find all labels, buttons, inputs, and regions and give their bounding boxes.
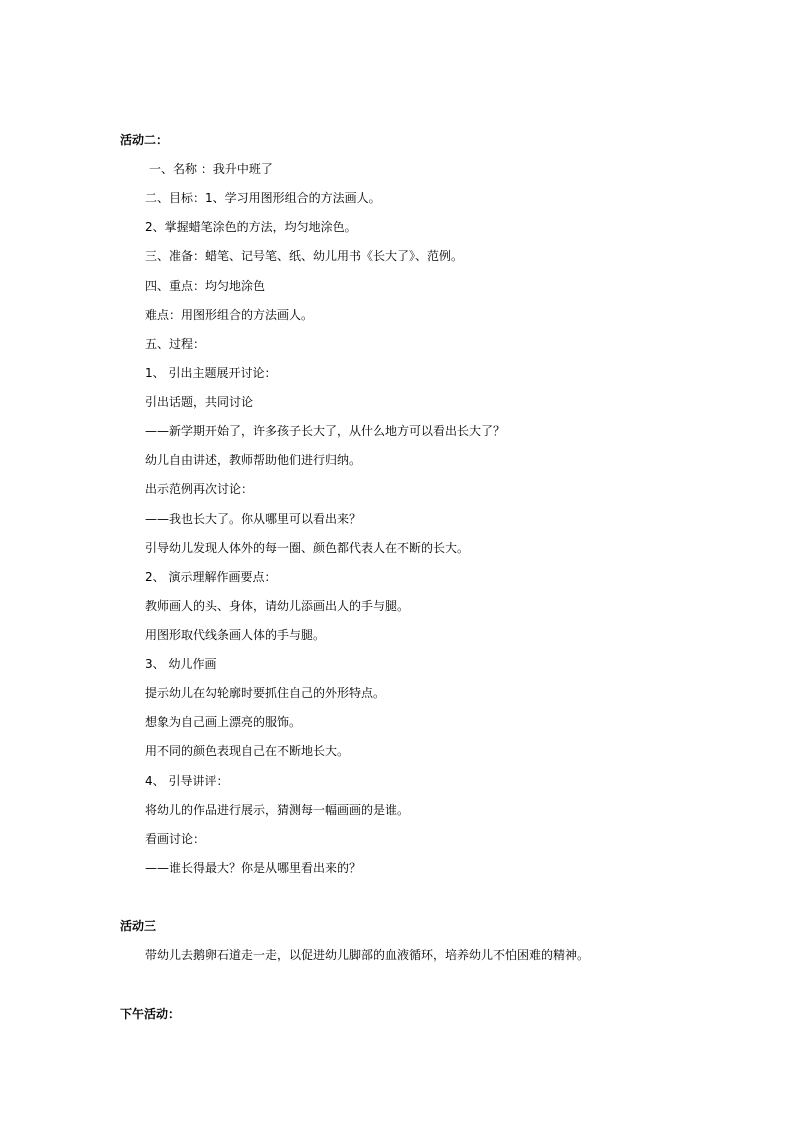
- activity2-line-preparation: 三、准备：蜡笔、记号笔、纸、幼儿用书《长大了》、范例。: [145, 249, 464, 263]
- activity2-line-question: ——我也长大了。你从哪里可以看出来？: [145, 512, 362, 526]
- activity2-line-step-1: 1、 引出主题展开讨论：: [145, 366, 277, 380]
- activity2-line-text: 出示范例再次讨论：: [145, 482, 254, 496]
- activity2-line-step-4: 4、 引导讲评：: [145, 774, 229, 788]
- activity2-line-goal-2: 2、掌握蜡笔涂色的方法，均匀地涂色。: [145, 220, 357, 234]
- activity2-line-text: 引出话题，共同讨论: [145, 395, 254, 409]
- activity2-line-text: 用图形取代线条画人体的手与腿。: [145, 628, 326, 642]
- activity2-line-text: 用不同的颜色表现自己在不断地长大。: [145, 744, 350, 758]
- activity2-heading: 活动二：: [120, 133, 169, 147]
- activity3-line-text: 带幼儿去鹅卵石道走一走，以促进幼儿脚部的血液循环，培养幼儿不怕困难的精神。: [145, 948, 590, 962]
- activity2-line-text: 将幼儿的作品进行展示，猜测每一幅画画的是谁。: [145, 803, 410, 817]
- activity2-line-step-3: 3、 幼儿作画: [145, 657, 217, 671]
- activity3-heading: 活动三: [120, 919, 157, 933]
- activity2-line-text: 引导幼儿发现人体外的每一圈、颜色都代表人在不断的长大。: [145, 541, 470, 555]
- activity2-line-question: ——谁长得最大？你是从哪里看出来的？: [145, 861, 362, 875]
- activity2-line-text: 看画讨论：: [145, 832, 206, 846]
- activity2-line-goal-1: 二、目标：1、学习用图形组合的方法画人。: [145, 191, 381, 205]
- activity2-line-name: 一、名称 ：我升中班了: [149, 162, 273, 176]
- activity2-line-key-point: 四、重点：均匀地涂色: [145, 279, 266, 293]
- activity2-line-text: 幼儿自由讲述，教师帮助他们进行归纳。: [145, 453, 362, 467]
- afternoon-heading: 下午活动：: [120, 1007, 181, 1021]
- activity2-line-question: ——新学期开始了，许多孩子长大了，从什么地方可以看出长大了？: [145, 424, 506, 438]
- activity2-line-text: 提示幼儿在勾轮廓时要抓住自己的外形特点。: [145, 686, 386, 700]
- activity2-line-text: 教师画人的头、身体，请幼儿添画出人的手与腿。: [145, 599, 410, 613]
- activity2-line-difficulty: 难点：用图形组合的方法画人。: [145, 308, 314, 322]
- activity2-line-process: 五、过程：: [145, 337, 206, 351]
- activity2-line-text: 想象为自己画上漂亮的服饰。: [145, 715, 302, 729]
- activity2-line-step-2: 2、 演示理解作画要点：: [145, 570, 277, 584]
